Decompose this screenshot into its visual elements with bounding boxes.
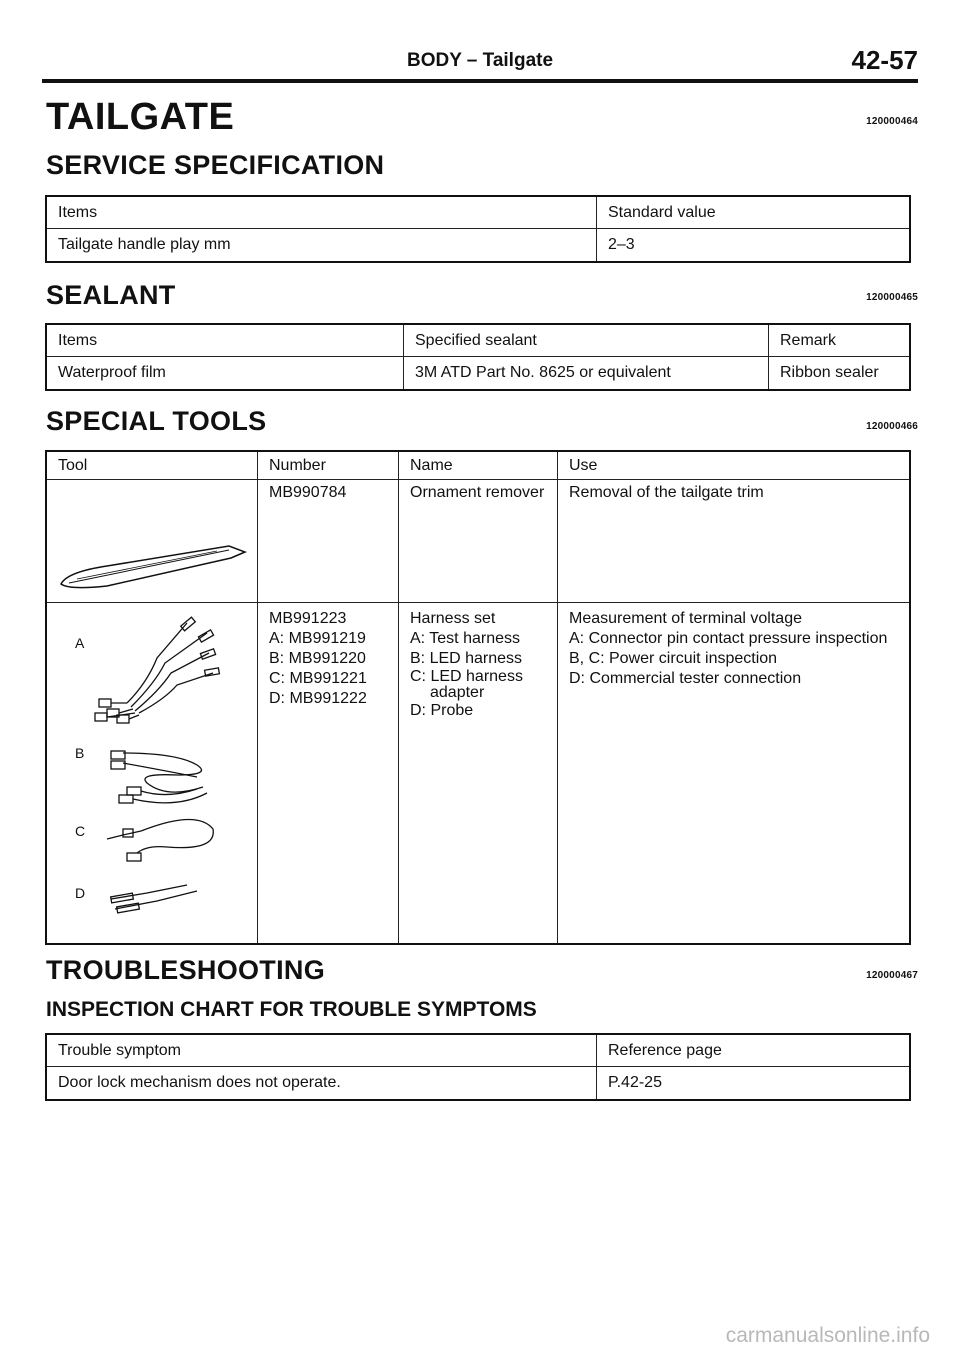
cell-use bbox=[558, 603, 911, 945]
cell-remark: Ribbon sealer bbox=[769, 357, 911, 391]
watermark: carmanualsonline.info bbox=[725, 1324, 930, 1347]
table-row bbox=[46, 1067, 910, 1101]
cell-name bbox=[399, 603, 558, 945]
tool-number-d: D: MB991222 bbox=[269, 690, 367, 707]
image-label-b: B bbox=[75, 745, 85, 761]
tool-name-c-cont: adapter bbox=[430, 684, 485, 701]
header-rule bbox=[42, 79, 918, 83]
harness-illustration bbox=[47, 603, 247, 937]
cell-symptom: Door lock mechanism does not operate. bbox=[46, 1067, 597, 1101]
tool-number-a: A: MB991219 bbox=[269, 630, 366, 647]
section-code-tailgate: 120000464 bbox=[866, 116, 918, 127]
col-header-remark: Remark bbox=[769, 324, 911, 357]
cell-standard-value: 2–3 bbox=[597, 229, 911, 263]
tool-image-cell bbox=[46, 603, 258, 945]
table-header-row bbox=[46, 451, 910, 480]
tool-name-d: D: Probe bbox=[410, 702, 474, 719]
col-header-standard-value: Standard value bbox=[597, 196, 911, 229]
tool-name-b: B: LED harness bbox=[410, 650, 523, 667]
cell-use bbox=[558, 480, 911, 603]
tool-number-c: C: MB991221 bbox=[269, 670, 367, 687]
tool-name-c: C: LED harness bbox=[410, 668, 523, 685]
cell-number bbox=[258, 603, 399, 945]
tool-name: Harness set bbox=[410, 610, 496, 627]
page-number: 42-57 bbox=[851, 45, 918, 75]
tool-use-a: A: Connector pin contact pressure inspection bbox=[569, 630, 888, 647]
image-label-a: A bbox=[75, 635, 85, 651]
ornament-remover-image bbox=[47, 480, 257, 596]
col-header-items: Items bbox=[46, 324, 404, 357]
tool-image-cell bbox=[46, 480, 258, 603]
table-row bbox=[46, 357, 910, 391]
table-row bbox=[46, 229, 910, 263]
col-header-use: Use bbox=[558, 451, 911, 480]
cell-sealant: 3M ATD Part No. 8625 or equivalent bbox=[404, 357, 769, 391]
col-header-specified-sealant: Specified sealant bbox=[404, 324, 769, 357]
tool-use: Measurement of terminal voltage bbox=[569, 610, 802, 627]
led-harness-adapter-c bbox=[107, 819, 213, 861]
tool-name-a: A: Test harness bbox=[410, 630, 520, 647]
troubleshooting-title: TROUBLESHOOTING bbox=[46, 955, 325, 985]
tool-use: Removal of the tailgate trim bbox=[569, 484, 764, 501]
section-code-sealant: 120000465 bbox=[866, 292, 918, 303]
tool-name: Ornament remover bbox=[410, 484, 545, 501]
col-header-name: Name bbox=[399, 451, 558, 480]
col-header-trouble-symptom: Trouble symptom bbox=[46, 1034, 597, 1067]
sealant-title: SEALANT bbox=[46, 280, 176, 310]
table-header-row bbox=[46, 324, 910, 357]
tool-number: MB990784 bbox=[269, 484, 347, 501]
service-spec-table bbox=[45, 195, 911, 263]
col-header-reference-page: Reference page bbox=[597, 1034, 911, 1067]
image-label-d: D bbox=[75, 885, 86, 901]
test-harness-a bbox=[95, 617, 219, 723]
service-spec-title: SERVICE SPECIFICATION bbox=[46, 150, 385, 180]
tool-use-bc: B, C: Power circuit inspection bbox=[569, 650, 778, 667]
header-title: BODY – Tailgate bbox=[406, 50, 554, 71]
sealant-table bbox=[45, 323, 911, 391]
tool-number: MB991223 bbox=[269, 610, 347, 627]
cell-number bbox=[258, 480, 399, 603]
led-harness-b bbox=[111, 751, 207, 803]
harness-set-image bbox=[47, 603, 247, 937]
col-header-items: Items bbox=[46, 196, 597, 229]
table-header-row bbox=[46, 1034, 910, 1067]
table-row bbox=[46, 603, 910, 945]
image-label-c: C bbox=[75, 823, 86, 839]
trouble-symptom-table bbox=[45, 1033, 911, 1101]
col-header-number: Number bbox=[258, 451, 399, 480]
section-code-troubleshooting: 120000467 bbox=[866, 970, 918, 981]
cell-reference: P.42-25 bbox=[597, 1067, 911, 1101]
probe-d bbox=[111, 885, 197, 913]
special-tools-title: SPECIAL TOOLS bbox=[46, 406, 267, 436]
tool-use-d: D: Commercial tester connection bbox=[569, 670, 802, 687]
cell-item: Waterproof film bbox=[46, 357, 404, 391]
table-row bbox=[46, 480, 910, 603]
table-header-row bbox=[46, 196, 910, 229]
col-header-tool: Tool bbox=[46, 451, 258, 480]
section-code-special-tools: 120000466 bbox=[866, 421, 918, 432]
section-title-tailgate: TAILGATE bbox=[46, 96, 235, 138]
cell-name bbox=[399, 480, 558, 603]
tool-number-b: B: MB991220 bbox=[269, 650, 366, 667]
inspection-chart-title: INSPECTION CHART FOR TROUBLE SYMPTOMS bbox=[46, 998, 537, 1021]
special-tools-table bbox=[45, 450, 911, 945]
cell-item: Tailgate handle play mm bbox=[46, 229, 597, 263]
